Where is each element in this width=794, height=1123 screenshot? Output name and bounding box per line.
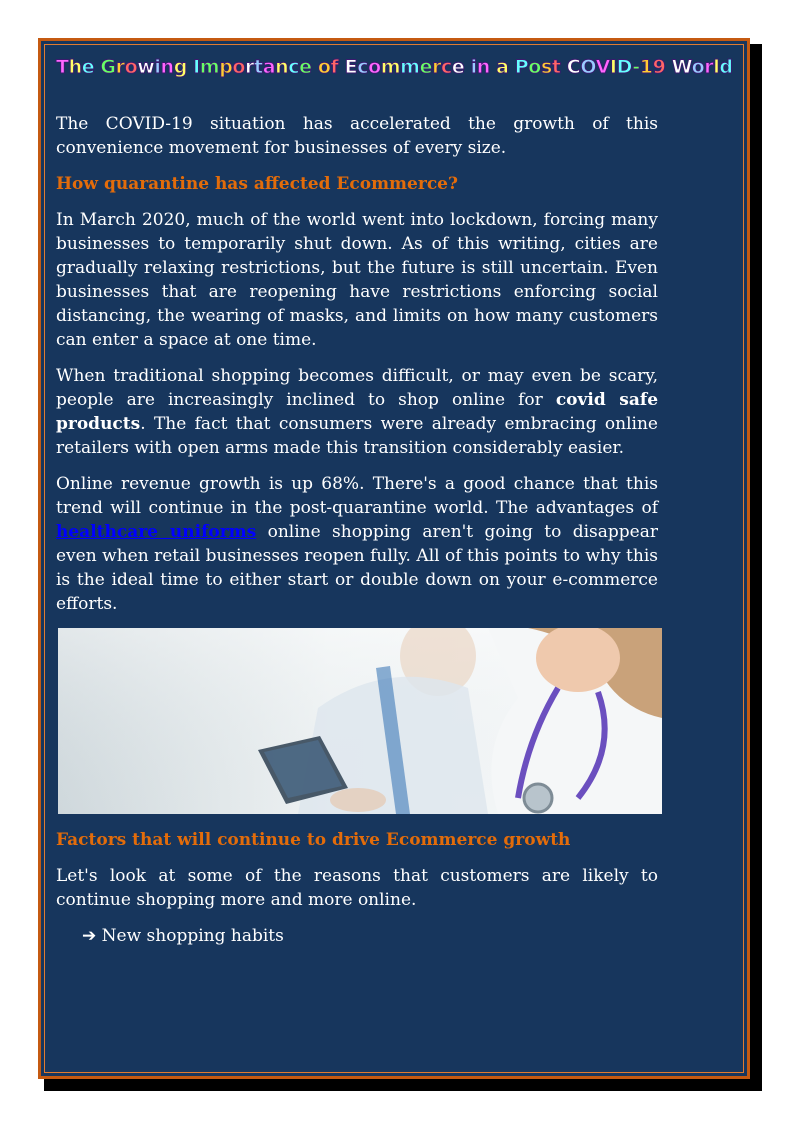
article-body bbox=[56, 112, 658, 948]
title-letter: 9 bbox=[652, 56, 666, 78]
arrow-right-icon: ➔ bbox=[82, 926, 97, 946]
title-letter: h bbox=[68, 56, 82, 78]
title-letter: e bbox=[299, 56, 312, 78]
title-letter: m bbox=[380, 56, 401, 78]
title-letter: I bbox=[193, 56, 200, 78]
title-letter: t bbox=[551, 56, 561, 78]
title-letter: E bbox=[344, 56, 358, 78]
title-letter: o bbox=[232, 56, 246, 78]
title-letter: o bbox=[124, 56, 138, 78]
title-letter: o bbox=[691, 56, 705, 78]
title-letter: a bbox=[262, 56, 276, 78]
title-letter: r bbox=[432, 56, 442, 78]
title-letter: n bbox=[160, 56, 174, 78]
title-letter: V bbox=[595, 56, 610, 78]
title-letter: D bbox=[616, 56, 633, 78]
title-letter: c bbox=[288, 56, 300, 78]
title-letter: - bbox=[632, 56, 640, 78]
title-letter: T bbox=[56, 56, 69, 78]
title-letter: m bbox=[400, 56, 420, 78]
shopping-paragraph: When traditional shopping becomes difficult, or may even be scary, people are increasingly inclined to shop online for covid safe products. The fact that consumers were already embracing online retailers with open arms made this transition considerably easier. bbox=[56, 366, 659, 458]
revenue-paragraph: Online revenue growth is up 68%. There's a good chance that this trend will continue in the post-quarantine world. The advantages of healthcare uniforms online shopping aren't going to disappear even when retail businesses reopen fully. All of this points to why this is the ideal time to either start or double down on your e-commerce efforts. bbox=[56, 474, 658, 614]
title-letter: o bbox=[368, 56, 381, 78]
title-letter: O bbox=[580, 56, 596, 78]
title-letter: P bbox=[514, 56, 529, 78]
title-letter: i bbox=[470, 56, 477, 78]
title-letter: G bbox=[100, 56, 116, 78]
title-letter: e bbox=[451, 56, 465, 78]
reasons-paragraph: Let's look at some of the reasons that customers are likely to continue shopping more and more online. bbox=[56, 866, 658, 910]
title-letter: e bbox=[419, 56, 433, 78]
section-heading-factors: Factors that will continue to drive Ecommerce growth bbox=[56, 830, 571, 850]
intro-paragraph: The COVID-19 situation has accelerated the growth of this convenience movement for businesses of every size. bbox=[56, 114, 658, 158]
doctors-photo bbox=[58, 628, 662, 814]
title-letter: r bbox=[245, 56, 255, 78]
title-letter: n bbox=[275, 56, 289, 78]
page-title bbox=[56, 56, 733, 78]
title-letter: f bbox=[330, 56, 339, 78]
title-letter: o bbox=[528, 56, 541, 78]
title-letter: c bbox=[357, 56, 369, 78]
title-letter: m bbox=[199, 56, 220, 78]
title-letter: e bbox=[81, 56, 95, 78]
title-letter: n bbox=[476, 56, 490, 78]
section-heading-quarantine: How quarantine has affected Ecommerce? bbox=[56, 174, 458, 194]
lockdown-paragraph: In March 2020, much of the world went into lockdown, forcing many businesses to temporarily shut down. As of this writing, cities are gradually relaxing restrictions, but the future is still uncertain. Even businesses that are reopening have restrictions enforcing social distancing, the wearing of masks, and limits on how many customers can enter a space at one time. bbox=[56, 210, 658, 350]
title-letter: I bbox=[609, 56, 617, 78]
title-letter: l bbox=[713, 56, 720, 78]
list-item bbox=[82, 924, 658, 948]
covid-safe-products-text: covid safe products bbox=[56, 390, 659, 434]
list-item-label: New shopping habits bbox=[101, 926, 284, 946]
title-letter: W bbox=[671, 56, 692, 78]
title-letter: p bbox=[219, 56, 233, 78]
title-letter: a bbox=[496, 56, 509, 78]
title-letter: i bbox=[154, 56, 161, 78]
title-letter: s bbox=[540, 56, 552, 78]
title-letter: c bbox=[441, 56, 452, 78]
title-letter: r bbox=[115, 56, 125, 78]
title-letter: o bbox=[317, 56, 331, 78]
title-letter: w bbox=[137, 56, 155, 78]
title-letter: g bbox=[173, 56, 187, 78]
title-letter: r bbox=[704, 56, 714, 78]
title-letter: 1 bbox=[639, 56, 653, 78]
healthcare-uniforms-link[interactable]: healthcare uniforms bbox=[56, 522, 257, 542]
title-letter: t bbox=[254, 56, 263, 78]
title-letter: C bbox=[566, 56, 581, 78]
title-letter: d bbox=[719, 56, 733, 78]
